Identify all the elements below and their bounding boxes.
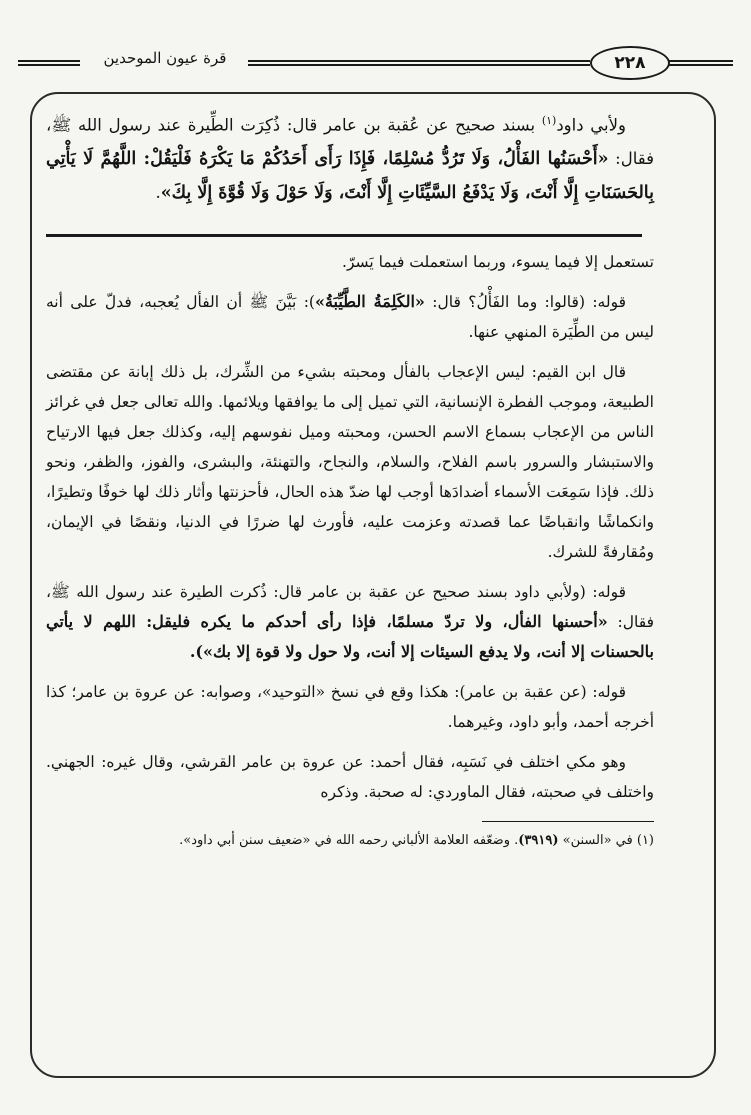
footnote-part-a: (١) في «السنن»: [558, 832, 654, 848]
hadith-matn: «أَحْسَنُها الفَأْلُ، وَلَا تَرُدُّ مُسْلِمًا، فَإِذَا رَأَى أَحَدُكُمْ مَا يَكْرَهُ فَلْيَقُلْ: اللَّهُمَّ لَا يَأْتِي بِالحَسَنَاتِ إِلَّا أَنْتَ، وَلَا يَدْفَعُ السَّيِّئَاتِ إِلَّا أَنْتَ، وَلَا حَوْلَ وَلَا قُوَّةَ إِلَّا بِكَ»: [46, 148, 654, 203]
page-header: [18, 46, 733, 82]
commentary-paragraph-uqba: قوله: (عن عقبة بن عامر): هكذا وقع في نسخ «التوحيد»، وصوابه: عن عروة بن عامر؛ كذا أخرجه أحمد، وأبو داود، وغيرهما.: [46, 682, 654, 731]
header-rule-middle: [248, 60, 590, 66]
header-rule-right: [663, 60, 733, 66]
section-divider: [46, 234, 642, 237]
hadith-text: [46, 104, 654, 210]
commentary-paragraph-nasab: وهو مكي اختلف في نَسَبِه، فقال أحمد: عن عروة بن عامر القرشي، وقال غيره: الجهني. واختلف في صحبته، فقال الماوردي: له صحبة. وذكره: [46, 752, 654, 801]
hadith-chain: بسند صحيح عن عُقبة بن عامر قال: ذُكِرَت الطِّيرة عند رسول الله ﷺ، فقال:: [46, 115, 654, 168]
p4-part-a: قوله: (ولأبي داود بسند صحيح عن عقبة بن عامر قال: ذُكرت الطيرة عند رسول الله ﷺ، فقال:: [46, 582, 654, 631]
footnote-rule: [482, 821, 654, 822]
p2-part-c: ): بَيَّنَ ﷺ أن الفأل يُعجبه، فدلّ على أنه ليس من الطِّيَرة المنهي عنها.: [46, 292, 654, 341]
footnote-marker: (١): [541, 114, 557, 127]
commentary-paragraph-fal: [46, 287, 654, 347]
footnote-number: (٣٩١٩): [518, 832, 559, 848]
hadith-intro: ولأبي داود: [556, 115, 626, 135]
footnote: [46, 830, 654, 852]
p4-quote-2: اللهم لا يأتي بالحسنات إلا أنت، ولا يدفع السيئات إلا أنت، ولا حول ولا قوة إلا بك»: [46, 611, 654, 661]
commentary-continuation: تستعمل إلا فيما يسوء، وربما استعملت فيما يَسرّ.: [342, 252, 654, 271]
page-body: [46, 104, 654, 852]
footnote-part-c: . وضعّفه العلامة الألباني رحمه الله في «ضعيف سنن أبي داود».: [179, 832, 519, 848]
running-title: قرة عيون الموحدين: [103, 49, 227, 67]
p4-quote-1: «أحسنها الفأل، ولا تردّ مسلمًا، فإذا رأى أحدكم ما يكره فليقل:: [135, 611, 608, 631]
page-number: ٢٢٨: [590, 46, 670, 80]
p2-part-a: قوله: (قالوا: وما الفَأْلُ؟ قال:: [424, 292, 627, 311]
hadith-end: .: [155, 182, 161, 202]
p2-quote: «الكَلِمَةُ الطَّيِّبَةُ»: [314, 291, 425, 311]
header-rule-left: [18, 60, 80, 66]
p4-end: ).: [189, 641, 203, 661]
commentary-paragraph-hadith: [46, 577, 654, 667]
commentary-paragraph-ibn-qayyim: قال ابن القيم: ليس الإعجاب بالفأل ومحبته بشيء من الشِّرك، بل ذلك إبانة عن مقتضى الطبيعة، وموجب الفطرة الإنسانية، التي تميل إلى ما يوافقها ويلائمها. والله تعالى جعل في غرائز الناس من الإعجاب بسماع الاسم الحسن، ومحبته وميل نفوسهم إليه، وكذلك جعل فيها الارتياح والاستبشار والسرور باسم الفلاح، والسلام، والنجاح، والتهنئة، والبشرى، والفوز، والظفر، ونحو ذلك. فإذا سَمِعَت الأسماء أضدادَها أوجب لها ضدّ هذه الحال، فأحزنتها وأثار ذلك لها خوفًا وتطيرًا، وانكماشًا وانقباضًا عما قصدته وعزمت عليه، فأورث لها ضررًا في الدنيا، ونقصًا في الإيمان، ومُقارفةً للشرك.: [46, 362, 654, 561]
